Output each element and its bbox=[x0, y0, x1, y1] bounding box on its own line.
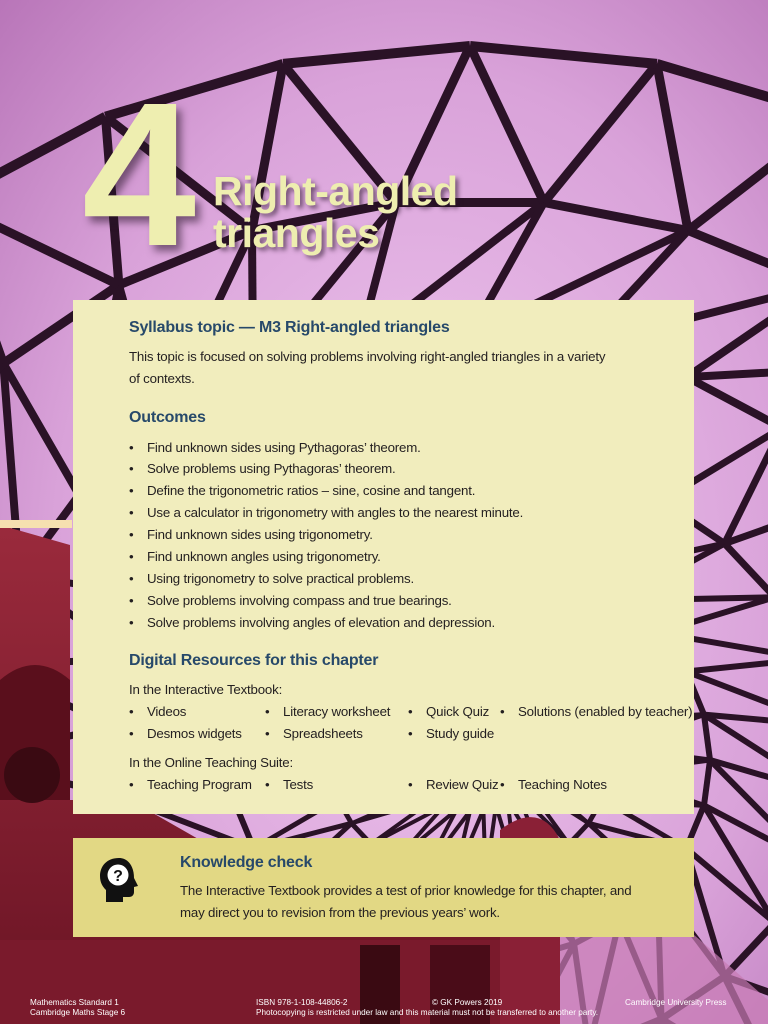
knowledge-check-heading: Knowledge check bbox=[180, 854, 313, 871]
syllabus-heading: Syllabus topic — M3 Right-angled triangles bbox=[129, 319, 450, 336]
resource-item-videos: • Videos bbox=[129, 704, 186, 719]
syllabus-text-line1: This topic is focused on solving problems involving right-angled triangles in a variety bbox=[129, 349, 606, 364]
resource-item-solutions: • Solutions (enabled by teacher) bbox=[500, 704, 692, 719]
svg-text:?: ? bbox=[113, 868, 123, 885]
resource-item-tests: • Tests bbox=[265, 777, 313, 792]
resource-item-spreadsheets: • Spreadsheets bbox=[265, 726, 363, 741]
footer-notice: Photocopying is restricted under law and this material must not be transferred to another party. bbox=[256, 1008, 599, 1017]
chapter-overview-panel bbox=[73, 300, 694, 814]
resource-item-quick-quiz: • Quick Quiz bbox=[408, 704, 489, 719]
outcome-item: • Using trigonometry to solve practical problems. bbox=[129, 571, 414, 586]
footer-book-line1: Mathematics Standard 1 bbox=[30, 998, 119, 1007]
outcome-item: • Define the trigonometric ratios – sine, cosine and tangent. bbox=[129, 483, 475, 498]
digital-resources-heading: Digital Resources for this chapter bbox=[129, 652, 379, 669]
outcome-item: • Solve problems involving angles of elevation and depression. bbox=[129, 615, 495, 630]
footer-publisher: Cambridge University Press bbox=[625, 998, 727, 1007]
outcome-item: • Solve problems using Pythagoras’ theorem. bbox=[129, 461, 396, 476]
interactive-textbook-label: In the Interactive Textbook: bbox=[129, 682, 283, 697]
outcome-item: • Find unknown angles using trigonometry. bbox=[129, 549, 381, 564]
footer-book-line2: Cambridge Maths Stage 6 bbox=[30, 1008, 126, 1017]
footer-isbn: ISBN 978-1-108-44806-2 bbox=[256, 998, 348, 1007]
chapter-title bbox=[213, 170, 458, 254]
resource-item-study-guide: • Study guide bbox=[408, 726, 494, 741]
resource-item-literacy-worksheet: • Literacy worksheet bbox=[265, 704, 390, 719]
resource-item-desmos-widgets: • Desmos widgets bbox=[129, 726, 242, 741]
online-teaching-suite-label: In the Online Teaching Suite: bbox=[129, 755, 293, 770]
outcome-item: • Solve problems involving compass and true bearings. bbox=[129, 593, 452, 608]
knowledge-check-panel bbox=[73, 838, 694, 937]
outcome-item: • Find unknown sides using trigonometry. bbox=[129, 527, 373, 542]
knowledge-check-text-line2: may direct you to revision from the previous years’ work. bbox=[180, 905, 500, 920]
head-question-icon bbox=[99, 857, 139, 903]
resource-item-teaching-notes: • Teaching Notes bbox=[500, 777, 607, 792]
outcome-item: • Find unknown sides using Pythagoras’ theorem. bbox=[129, 440, 421, 455]
chapter-number: 4 bbox=[82, 60, 191, 289]
chapter-title-line2: triangles bbox=[213, 210, 380, 256]
knowledge-check-text-line1: The Interactive Textbook provides a test of prior knowledge for this chapter, and bbox=[180, 883, 632, 898]
syllabus-text-line2: of contexts. bbox=[129, 371, 195, 386]
outcome-item: • Use a calculator in trigonometry with angles to the nearest minute. bbox=[129, 505, 523, 520]
resource-item-teaching-program: • Teaching Program bbox=[129, 777, 252, 792]
footer-copyright: © GK Powers 2019 bbox=[432, 998, 503, 1007]
resource-item-review-quiz: • Review Quiz bbox=[408, 777, 498, 792]
chapter-title-line1: Right-angled bbox=[213, 168, 458, 214]
footer-book-title bbox=[30, 998, 125, 1018]
outcomes-heading: Outcomes bbox=[129, 409, 206, 426]
